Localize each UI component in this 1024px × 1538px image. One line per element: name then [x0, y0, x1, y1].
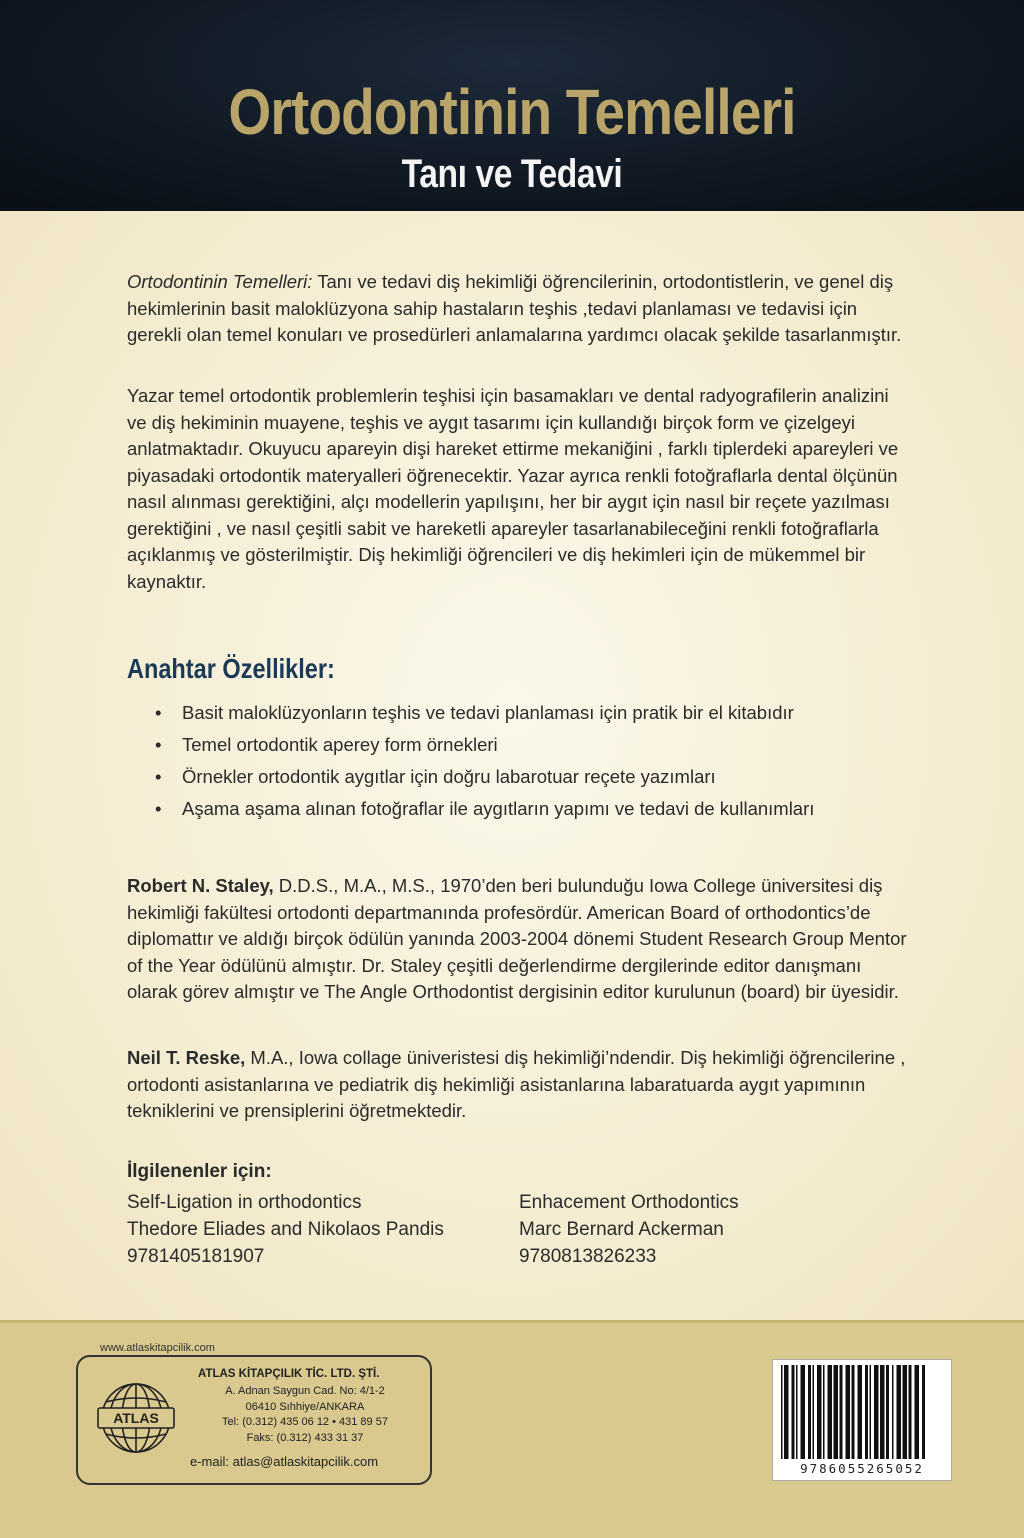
header-band — [0, 0, 1024, 210]
globe-icon — [94, 1374, 178, 1462]
publisher-name: ATLAS KİTAPÇILIK TİC. LTD. ŞTİ. — [198, 1368, 380, 1380]
list-item — [155, 731, 915, 763]
author-bio-text: D.D.S., M.A., M.S., 1970’den beri bulunduğu Iowa College üniversitesi diş hekimliği fakültesi ortodonti departmanında profesördür. American Board of orthodontics’de diplomattır ve aldığı birçok ödülün yanında 2003-2004 dönemi Student Research Group Mentor of the Year ödülünü almıştır. Dr. Staley çeşitli değerlendirme dergilerinde editor danışmanı olarak görev almıştır ve The Angle Orthodontist dergisinin editor kurulunun (board) bir üyesidir. — [127, 875, 907, 1002]
author-bio-staley — [127, 873, 907, 1006]
isbn-barcode — [772, 1359, 952, 1481]
barcode-bar — [792, 1365, 795, 1459]
author-name: Neil T. Reske, — [127, 1047, 246, 1068]
feature-text: Aşama aşama alınan fotoğraflar ile aygıtların yapımı ve tedavi de kullanımları — [182, 798, 815, 819]
list-item — [155, 699, 915, 731]
barcode-bar — [846, 1365, 851, 1459]
feature-text: Basit maloklüzyonların teşhis ve tedavi planlaması için pratik bir el kitabıdır — [182, 702, 794, 723]
barcode-bar — [813, 1365, 815, 1459]
related-book-title: Self-Ligation in orthodontics — [127, 1192, 362, 1213]
bullet-icon: • — [155, 702, 162, 723]
description-paragraph — [127, 383, 907, 595]
book-title: Ortodontinin Temelleri — [228, 76, 796, 148]
publisher-logo — [94, 1374, 178, 1462]
publisher-phone: Tel: (0.312) 435 06 12 • 431 89 57 — [222, 1416, 388, 1428]
intro-paragraph — [127, 269, 907, 349]
author-bio-text: M.A., Iowa collage üniveristesi diş hekimliği’ndendir. Diş hekimliği öğrencilerine , ortodonti asistanlarına ve pediatrik diş hekimliği asistanlarına labaratuarda aygıt yapımının tekniklerini ve prensiplerini öğretmektedir. — [127, 1047, 906, 1121]
barcode-bar — [922, 1365, 925, 1459]
barcode-bar — [880, 1365, 885, 1459]
feature-text: Örnekler ortodontik aygıtlar için doğru labarotuar reçete yazımları — [182, 766, 716, 787]
barcode-bar — [897, 1365, 902, 1459]
description-text: Yazar temel ortodontik problemlerin teşhisi için basamakları ve dental radyografilerin analizini ve diş hekiminin muayene, teşhis ve aygıt tasarımı için kullandığı birçok form ve çizelgeyi anlatmaktadır. Okuyucu apareyin dişi hareket ettirme mekaniğini , farklı tiplerdeki apareyleri ve piyasadaki ortodontik materyalleri öğrenecektir. Yazar ayrıca renkli fotoğraflarla dental ölçünün nasıl alınması gerektiğini, alçı modellerin yapılışını, her bir aygıt için nasıl bir reçete yazılması gerektiğini , ve nasıl çeşitli sabit ve hareketli apareyler tasarlanabileceğini renkli fotoğraflarla açıklanmış ve gösterilmiştir. Diş hekimliği öğrencileri ve diş hekimleri için de mükemmel bir kaynaktır. — [127, 385, 899, 592]
barcode-bar — [858, 1365, 863, 1459]
barcode-bar — [823, 1365, 825, 1459]
author-name: Robert N. Staley, — [127, 875, 274, 896]
publisher-address-2: 06410 Sıhhiye/ANKARA — [245, 1400, 365, 1413]
barcode-digits: 9786055265052 — [800, 1461, 924, 1476]
barcode-bar — [828, 1365, 833, 1459]
barcode-bar — [834, 1365, 839, 1459]
bullet-icon: • — [155, 734, 162, 755]
logo-text: ATLAS — [113, 1410, 159, 1426]
bullet-icon: • — [155, 798, 162, 819]
barcode-bar — [852, 1365, 855, 1459]
book-subtitle: Tanı ve Tedavi — [401, 152, 623, 196]
list-item — [155, 795, 915, 827]
footer-divider — [0, 1320, 1024, 1323]
barcode-bar — [801, 1365, 806, 1459]
barcode-bar — [865, 1365, 868, 1459]
intro-italic-lead: Ortodontinin Temelleri: — [127, 271, 313, 292]
barcode-bar — [874, 1365, 879, 1459]
list-item — [155, 763, 915, 795]
author-bio-reske — [127, 1045, 907, 1125]
publisher-url: www.atlaskitapcilik.com — [100, 1342, 215, 1354]
barcode-bar — [796, 1365, 798, 1459]
related-book-isbn: 9781405181907 — [127, 1246, 265, 1267]
body-panel — [0, 211, 1024, 1320]
publisher-address-1: A. Adnan Saygun Cad. No: 4/1-2 — [225, 1385, 385, 1397]
barcode-bar — [808, 1365, 811, 1459]
bullet-icon: • — [155, 766, 162, 787]
features-list — [155, 699, 915, 827]
features-heading: Anahtar Özellikler: — [127, 653, 335, 684]
publisher-contact — [190, 1384, 420, 1446]
barcode-bar — [870, 1365, 872, 1459]
barcode-bar — [903, 1365, 908, 1459]
related-book-title: Enhacement Orthodontics — [519, 1192, 739, 1213]
related-book-authors: Marc Bernard Ackerman — [519, 1219, 724, 1240]
publisher-email: e-mail: atlas@atlaskitapcilik.com — [190, 1454, 379, 1469]
barcode-bar — [892, 1365, 894, 1459]
intro-text: Tanı ve tedavi diş hekimliği öğrencilerinin, ortodontistlerin, ve genel diş hekimlerinin basit maloklüzyona sahip hastaların teşhis ,tedavi planlaması ve tedavisi için gerekli olan temel konuları ve prosedürleri anlamalarına yardımcı olacak şekilde tasarlanmıştır. — [127, 271, 902, 345]
barcode-bar — [840, 1365, 843, 1459]
publisher-fax: Faks: (0.312) 433 31 37 — [246, 1431, 364, 1444]
related-book-authors: Thedore Eliades and Nikolaos Pandis — [127, 1219, 444, 1240]
related-book — [519, 1189, 739, 1270]
related-book-isbn: 9780813826233 — [519, 1246, 657, 1267]
barcode-bar — [915, 1365, 920, 1459]
feature-text: Temel ortodontik aperey form örnekleri — [182, 734, 498, 755]
barcode-bars — [779, 1365, 945, 1461]
barcode-bar — [817, 1365, 822, 1459]
barcode-bar — [909, 1365, 912, 1459]
barcode-bar — [784, 1365, 789, 1459]
barcode-bar — [886, 1365, 889, 1459]
barcode-bar — [781, 1365, 783, 1459]
related-heading: İlgilenenler için: — [127, 1161, 272, 1182]
related-book — [127, 1189, 444, 1270]
